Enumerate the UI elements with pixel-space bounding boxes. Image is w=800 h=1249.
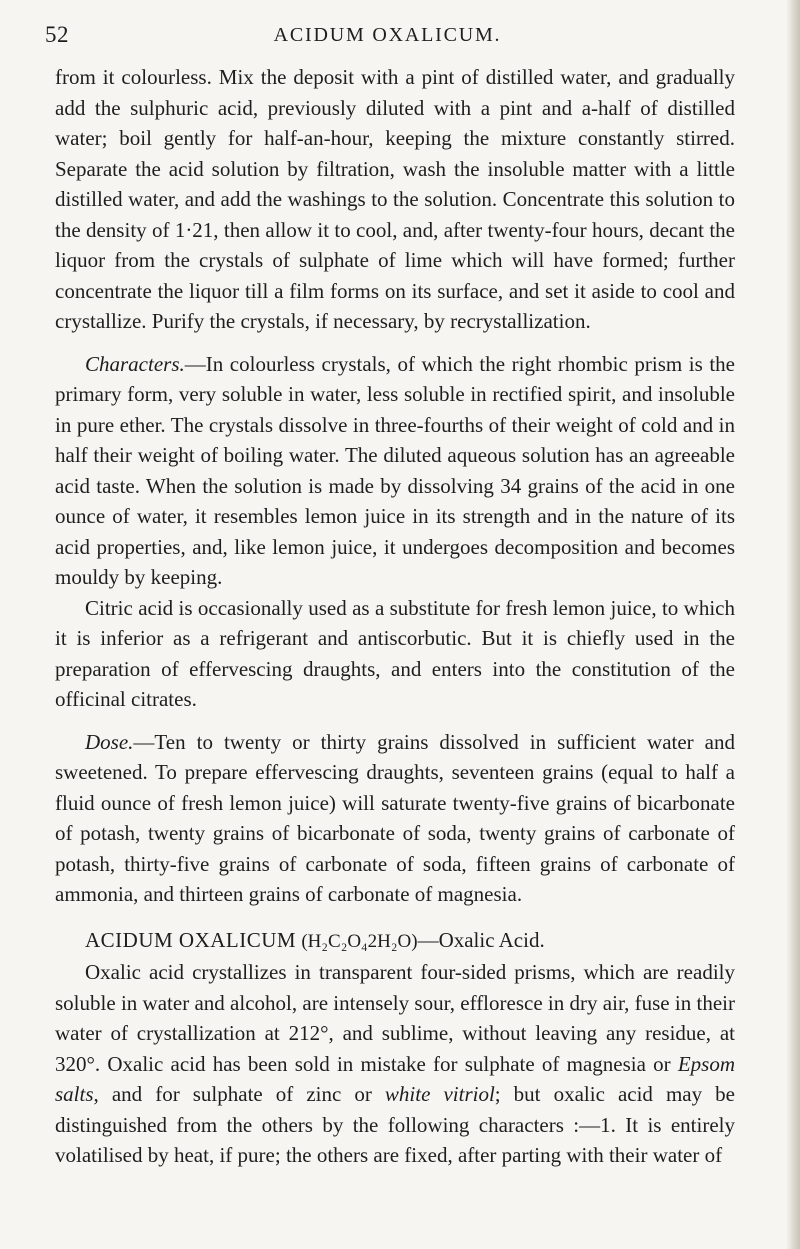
characters-label: Characters. [85, 351, 185, 376]
characters-text: —In colourless crystals, of which the right rhombic prism is the primary form, very soluble in water, less soluble in rectified spirit, and insoluble in pure ether. The crystals dissolve in three-fourths of their weight of cold and in half their weight of boiling water. The diluted aqueous solution has an agreeable acid taste. When the solution is made by dissolving 34 grains of the acid in one ounce of water, it resembles lemon juice in its strength and in the nature of its acid properties, and, like lemon juice, it undergoes decomposition and becomes mouldy by keeping. [55, 351, 735, 589]
uses-paragraph: Citric acid is occasionally used as a substitute for fresh lemon juice, to which it is inferior as a refrigerant and antiscorbutic. But it is chiefly used in the preparation of effervescing draughts, and enters into the constitution of the officinal citrates. [55, 595, 735, 711]
dose-paragraph [55, 727, 735, 910]
page-header [45, 22, 730, 52]
oxalic-text-2: , and for sulphate of zinc or [93, 1082, 385, 1106]
oxalic-text-1: Oxalic acid crystallizes in transparent four-sided prisms, which are readily soluble in water and alcohol, are intensely sour, effloresce in dry air, fuse in their water of crystallization at 212°, and sublime, without leaving any residue, at 320°. Oxalic acid has been sold in mistake for sulphate of magnesia or [55, 960, 735, 1076]
epsom-salts-term: Epsom salts [55, 1051, 735, 1106]
white-vitriol-term: white vitriol [384, 1082, 495, 1106]
oxalic-paragraph [55, 957, 735, 1171]
page-body [55, 62, 735, 1171]
page-number: 52 [45, 22, 69, 47]
oxalic-heading-line [55, 925, 735, 958]
dose-text: —Ten to twenty or thirty grains dissolved in sufficient water and sweetened. To prepare effervescing draughts, seventeen grains (equal to half a fluid ounce of fresh lemon juice) will saturate twenty-five grains of bicarbonate of potash, twenty grains of bicarbonate of soda, twenty grains of carbonate of potash, thirty-five grains of carbonate of soda, fifteen grains of carbonate of ammonia, and thirteen grains of carbonate of magnesia. [55, 729, 735, 906]
characters-paragraph [55, 349, 735, 593]
dose-label: Dose. [85, 729, 134, 754]
oxalic-text-3: ; but oxalic acid may be distinguished from the others by the following characters :—1. It is entirely volatilised by heat, if pure; the others are fixed, after parting with their water of [55, 1082, 735, 1167]
oxalic-acid-heading: ACIDUM OXALICUM [85, 927, 297, 952]
oxalic-acid-subheading: —Oxalic Acid. [417, 927, 545, 952]
oxalic-acid-formula: (H₂C₂O₄2H₂O) [301, 930, 418, 952]
preparation-paragraph: from it colourless. Mix the deposit with a pint of distilled water, and gradually add the sulphuric acid, previously diluted with a pint and a-half of distilled water; boil gently for half-an-hour, keeping the mixture constantly stirred. Separate the acid solution by filtration, wash the insoluble matter with a little distilled water, and add the washings to the solution. Concentrate this solution to the density of 1·21, then allow it to cool, and, after twenty-four hours, decant the liquor from the crystals of sulphate of lime which will have formed; further concentrate the liquor till a film forms on its surface, and set it aside to cool and crystallize. Purify the crystals, if necessary, by recrystallization. [55, 65, 735, 333]
running-title: ACIDUM OXALICUM. [273, 24, 502, 46]
page-edge-shadow [786, 0, 800, 1249]
